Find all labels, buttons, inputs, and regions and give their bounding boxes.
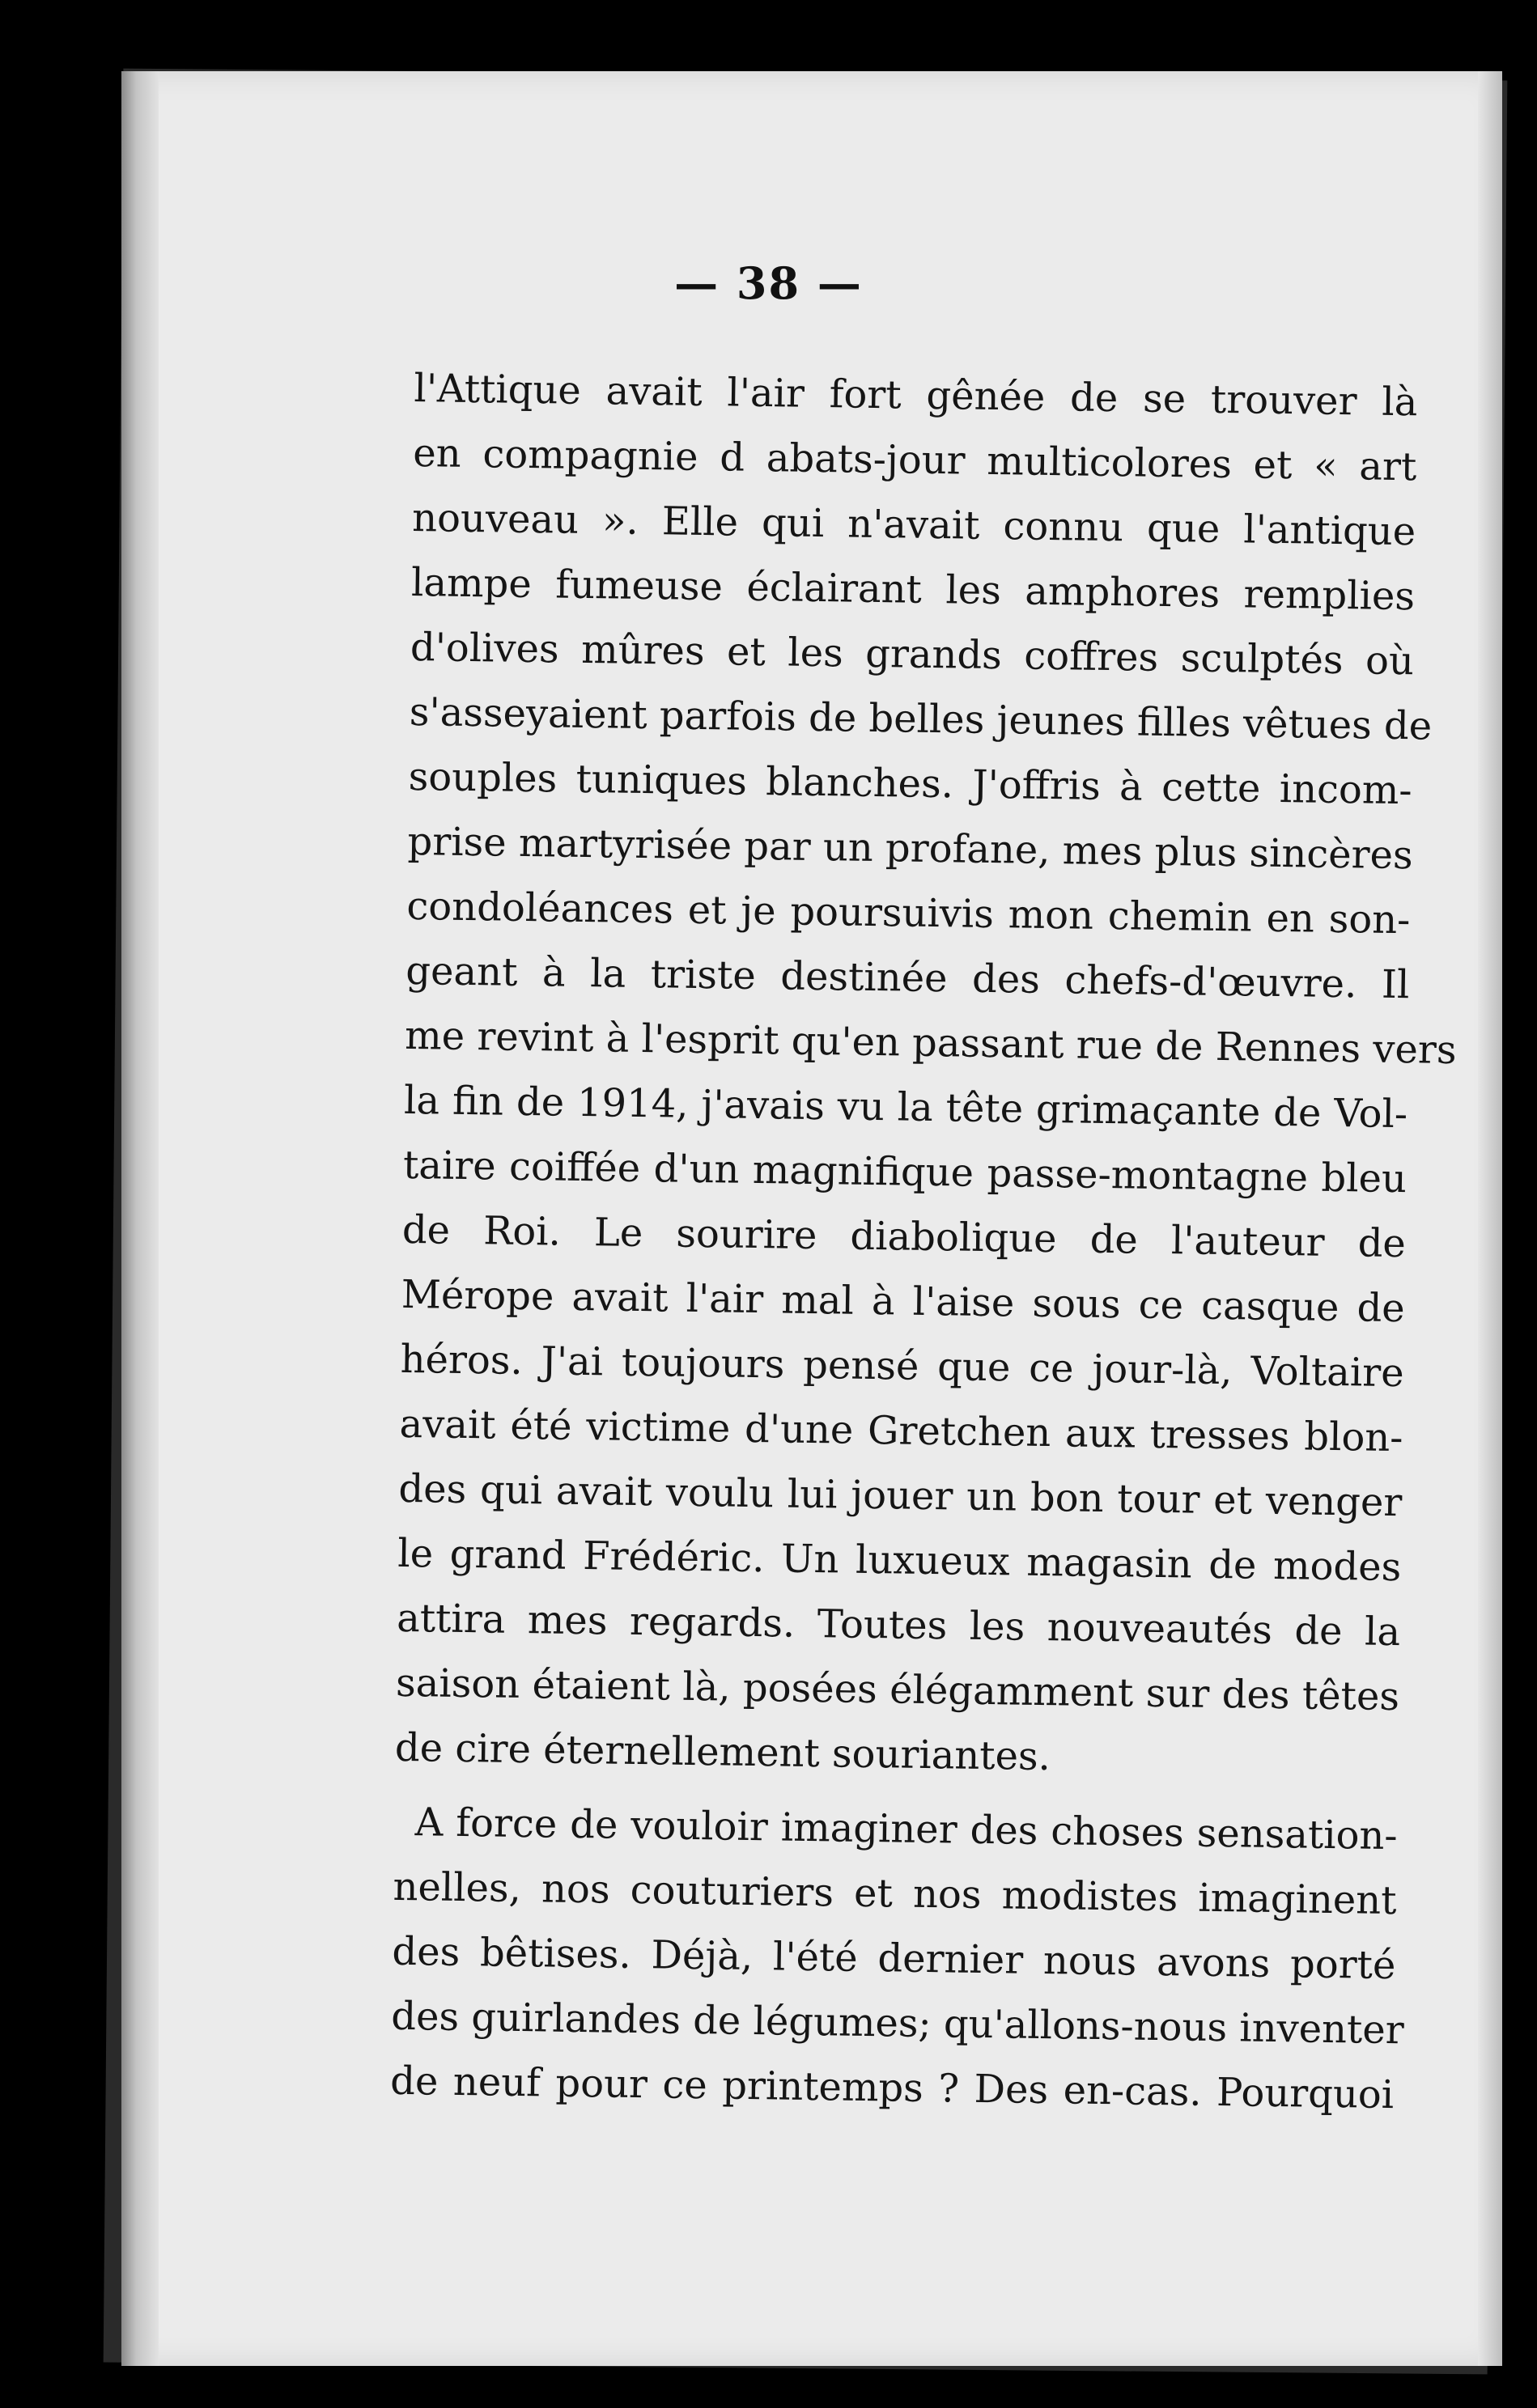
text-line: nelles, nos couturiers et nos modistes imaginent: [393, 1863, 1397, 1924]
text-line: en compagnie d abats-jour multicolores et « art: [412, 430, 1417, 490]
text-line: me revint à l'esprit qu'en passant rue de Rennes vers: [404, 1012, 1457, 1074]
text-line: lampe fumeuse éclairant les amphores remplies: [410, 559, 1416, 620]
text-line: nouveau ». Elle qui n'avait connu que l'antique: [411, 494, 1416, 555]
text-line: l'Attique avait l'air fort gênée de se trouver là: [414, 365, 1418, 426]
text-line: de Roi. Le sourire diabolique de l'auteur de: [401, 1206, 1407, 1267]
text-line: saison étaient là, posées élégamment sur des têtes: [395, 1660, 1400, 1720]
page-number: — 38 —: [674, 257, 863, 309]
text-line: de cire éternellement souriantes.: [394, 1724, 1051, 1780]
text-line: des bêtises. Déjà, l'été dernier nous avons porté: [392, 1928, 1396, 1989]
text-line: condoléances et je poursuivis mon chemin en son-: [406, 883, 1411, 943]
text-line: la fin de 1914, j'avais vu la tête grimaçante de Vol-: [403, 1077, 1408, 1138]
text-line: attira mes regards. Toutes les nouveautés de la: [396, 1595, 1401, 1656]
text-line: geant à la triste destinée des chefs-d'œuvre. Il: [405, 948, 1410, 1008]
text-line: prise martyrisée par un profane, mes plus sincères: [407, 818, 1413, 879]
text-line: taire coiffée d'un magnifique passe-montagne bleu: [402, 1142, 1408, 1202]
page-right-edge: [1478, 71, 1502, 2366]
text-line: A force de vouloir imaginer des choses sensation-: [414, 1800, 1398, 1859]
page-gutter: [121, 71, 159, 2366]
text-line: de neuf pour ce printemps ? Des en-cas. Pourquoi: [389, 2058, 1395, 2118]
text-line: des qui avait voulu lui jouer un bon tour et venger: [398, 1465, 1403, 1526]
text-line: souples tuniques blanches. J'offris à cette incom-: [408, 753, 1413, 814]
text-line: le grand Frédéric. Un luxueux magasin de modes: [397, 1530, 1402, 1591]
text-line: héros. J'ai toujours pensé que ce jour-là, Voltaire: [400, 1336, 1404, 1397]
text-line: s'asseyaient parfois de belles jeunes filles vêtues de: [409, 689, 1433, 749]
body-text: [389, 356, 1457, 2127]
text-line: d'olives mûres et les grands coffres sculptés où: [410, 624, 1415, 685]
text-line: des guirlandes de légumes; qu'allons-nous inventer: [390, 1993, 1405, 2054]
text-line: avait été victime d'une Gretchen aux tresses blon-: [399, 1401, 1403, 1461]
text-line: Mérope avait l'air mal à l'aise sous ce casque de: [401, 1271, 1406, 1332]
